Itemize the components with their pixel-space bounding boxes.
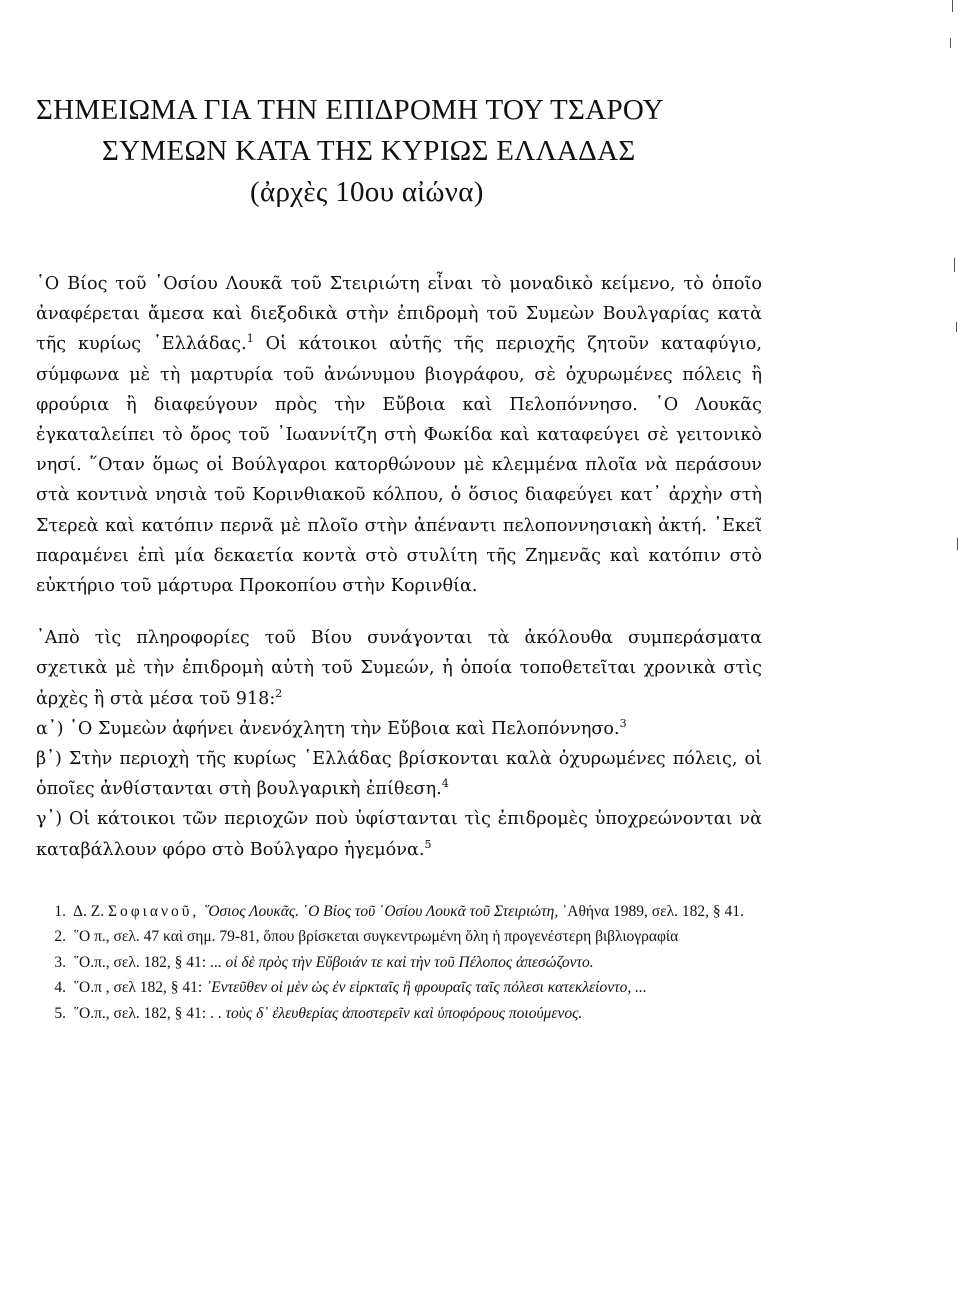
footnote-number: 1. bbox=[54, 902, 66, 920]
footnote-text: ῞Ο.π., σελ. 182, § 41: ... bbox=[73, 953, 222, 971]
list-item bbox=[36, 804, 762, 864]
list-item-text: γ᾿) Οἱ κάτοικοι τῶν περιοχῶν ποὺ ὑφίστανται τὶς ἐπιδρομὲς ὑποχρεώνονται νὰ καταβάλλουν φόρο στὸ Βούλγαρο ἡγεμόνα. bbox=[36, 809, 762, 860]
list-item-text: β᾿) Στὴν περιοχὴ τῆς κυρίως ῾Ελλάδας βρίσκονται καλὰ ὀχυρωμένες πόλεις, οἱ ὁποῖες ἀνθίστανται στὴ βουλγαρικὴ ἐπίθεση. bbox=[36, 749, 762, 800]
footnote-number: 3. bbox=[54, 953, 66, 971]
footnote-author: Σοφιανοῦ, bbox=[107, 902, 200, 920]
footnote-number: 2. bbox=[54, 928, 66, 946]
footnote-work-title: ῞Οσιος Λουκᾶς. ῾Ο Βίος τοῦ ῾Οσίου Λουκᾶ τοῦ Στειριώτη, bbox=[203, 902, 559, 920]
footnote-3 bbox=[36, 950, 762, 976]
article-title bbox=[36, 90, 762, 213]
footnote-text: ῞Ο.π., σελ. 182, § 41: . . bbox=[73, 1004, 222, 1022]
footnote-text: ῞Ο π., σελ. 47 καὶ σημ. 79-81, ὅπου βρίσκεται συγκεντρωμένη ὅλη ἡ προγενέστερη βιβλιογραφία bbox=[73, 928, 679, 946]
footnote-author-initials: Δ. Ζ. bbox=[73, 902, 105, 920]
scan-margin-mark bbox=[956, 322, 957, 332]
footnote-number: 5. bbox=[54, 1004, 66, 1022]
footnote-quote: ᾿Εντεῦθεν οἱ μὲν ὡς ἐν εἱρκταῖς ἢ φρουραῖς ταῖς πόλεσι κατεκλείοντο, ... bbox=[206, 979, 647, 997]
footnote-ref-2: 2 bbox=[275, 686, 283, 700]
list-item-text: α᾿) ῾Ο Συμεὼν ἀφήνει ἀνενόχλητη τὴν Εὔβοια καὶ Πελοπόννησο. bbox=[36, 718, 620, 739]
scan-margin-mark bbox=[957, 538, 958, 550]
footnote-1 bbox=[36, 899, 762, 925]
title-line-2: ΣΥΜΕΩΝ ΚΑΤΑ ΤΗΣ ΚΥΡΙΩΣ ΕΛΛΑΔΑΣ bbox=[102, 135, 636, 167]
list-item bbox=[36, 744, 762, 804]
paragraph-2 bbox=[36, 623, 762, 714]
footnote-text: ῞Ο.π , σελ 182, § 41: bbox=[73, 979, 203, 997]
title-line-1: ΣΗΜΕΙΩΜΑ ΓΙΑ ΤΗΝ ΕΠΙΔΡΟΜΗ ΤΟΥ ΤΣΑΡΟΥ bbox=[36, 94, 664, 126]
page bbox=[36, 90, 762, 1026]
footnote-ref-3: 3 bbox=[619, 716, 627, 730]
footnote-ref-1: 1 bbox=[246, 332, 254, 346]
paragraph-1 bbox=[36, 269, 762, 601]
list-item bbox=[36, 714, 762, 744]
paragraph-2-text: ᾿Απὸ τὶς πληροφορίες τοῦ Βίου συνάγονται τὰ ἀκόλουθα συμπεράσματα σχετικὰ μὲ τὴν ἐπιδρομὴ αὐτὴ τοῦ Συμεών, ἡ ὁποία τοποθετεῖται χρονικὰ στὶς ἀρχὲς ἢ στὰ μέσα τοῦ 918: bbox=[36, 628, 762, 709]
paragraph-1-text-a: ῾Ο Βίος τοῦ ῾Οσίου Λουκᾶ τοῦ Στειριώτη εἶναι τὸ μοναδικὸ κείμενο, τὸ ὁποῖο ἀναφέρεται ἄμεσα καὶ διεξοδικὰ στὴν ἐπιδρομὴ τοῦ Συμεὼν Βουλγαρίας κατὰ τῆς κυρίως ῾Ελλάδας. bbox=[36, 274, 762, 355]
footnote-quote: τοὺς δ᾿ ἐλευθερίας ἀποστερεῖν καὶ ὑποφόρους ποιούμενος. bbox=[225, 1004, 583, 1022]
footnotes bbox=[36, 899, 762, 1027]
title-subtitle: (ἀρχὲς 10ου αἰώνα) bbox=[250, 176, 484, 208]
scan-margin-mark bbox=[954, 258, 955, 272]
scan-margin-mark bbox=[950, 38, 951, 48]
scan-margin-mark bbox=[952, 0, 953, 12]
conclusions-list bbox=[36, 714, 762, 865]
footnote-ref-5: 5 bbox=[424, 837, 432, 851]
footnote-quote: οἱ δὲ πρὸς τὴν Εὔβοιάν τε καὶ τὴν τοῦ Πέλοπος ἀπεσώζοντο. bbox=[225, 953, 594, 971]
footnote-details: ᾿Αθήνα 1989, σελ. 182, § 41. bbox=[562, 902, 744, 920]
footnote-ref-4: 4 bbox=[441, 777, 449, 791]
footnote-4 bbox=[36, 975, 762, 1001]
footnote-number: 4. bbox=[54, 979, 66, 997]
footnote-2 bbox=[36, 924, 762, 950]
paragraph-1-text-b: Οἱ κάτοικοι αὐτῆς τῆς περιοχῆς ζητοῦν καταφύγιο, σύμφωνα μὲ τὴ μαρτυρία τοῦ ἀνώνυμου βιογράφου, σὲ ὀχυρωμένες πόλεις ἢ φρούρια ἢ διαφεύγουν πρὸς τὴν Εὔβοια καὶ Πελοπόννησο. ῾Ο Λουκᾶς ἐγκαταλείπει τὸ ὄρος τοῦ ᾿Ιωαννίτζη στὴ Φωκίδα καὶ καταφεύγει σὲ γειτονικὸ νησί. ῞Οταν ὅμως οἱ Βούλγαροι κατορθώνουν μὲ κλεμμένα πλοῖα νὰ περάσουν στὰ κοντινὰ νησιὰ τοῦ Κορινθιακοῦ κόλπου, ὁ ὅσιος διαφεύγει κατ᾿ ἀρχὴν στὴ Στερεὰ καὶ κατόπιν περνᾶ μὲ πλοῖο στὴν ἀπέναντι πελοποννησιακὴ ἀκτή. ᾿Εκεῖ παραμένει ἐπὶ μία δεκαετία κοντὰ στὸ στυλίτη τῆς Ζημενᾶς καὶ κατόπιν στὸ εὐκτήριο τοῦ μάρτυρα Προκοπίου στὴν Κορινθία. bbox=[36, 334, 762, 597]
footnote-5 bbox=[36, 1001, 762, 1027]
